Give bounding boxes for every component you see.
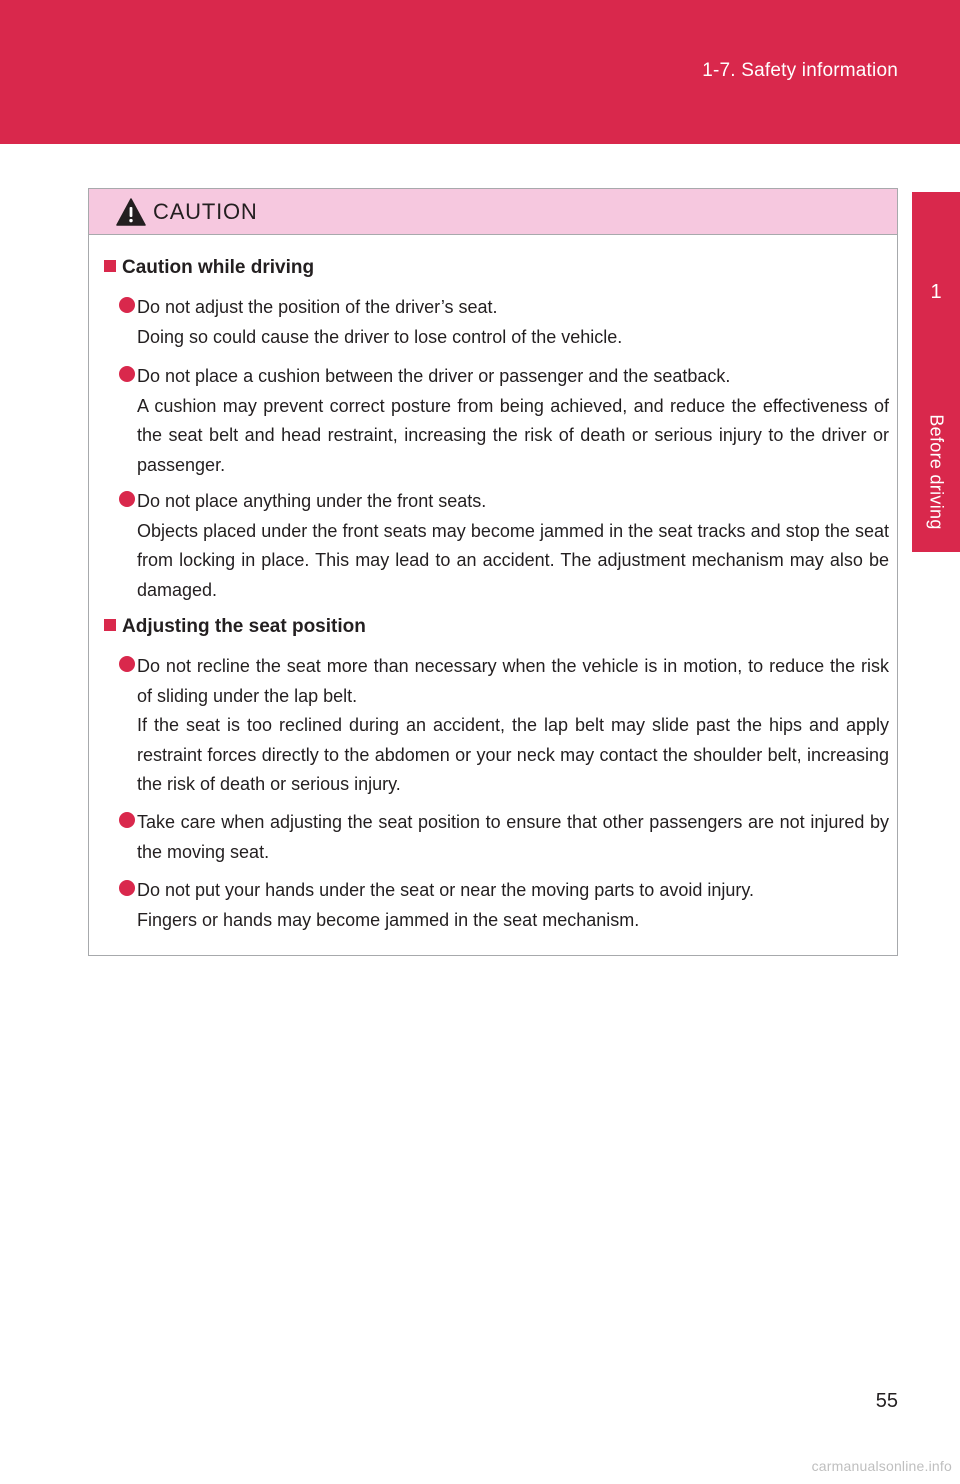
square-bullet-icon	[104, 260, 116, 272]
watermark: carmanualsonline.info	[811, 1458, 952, 1474]
section-heading-text: Caution while driving	[122, 257, 315, 278]
bullet-line: Do not place anything under the front seats.	[137, 491, 487, 511]
section-title: 1-7. Safety information	[702, 60, 898, 81]
bullet-item	[119, 293, 889, 352]
section-heading-text: Adjusting the seat position	[122, 616, 366, 637]
bullet-line: Doing so could cause the driver to lose control of the vehicle.	[137, 326, 623, 347]
bullet-text	[137, 487, 889, 605]
bullet-line: Do not place a cushion between the driver or passenger and the seatback.	[137, 366, 731, 386]
circle-bullet-icon	[119, 366, 135, 382]
bullet-item	[119, 876, 889, 935]
bullet-line: Take care when adjusting the seat position to ensure that other passengers are not injured by the moving seat.	[137, 812, 889, 862]
bullet-text	[137, 808, 889, 867]
bullet-line: Do not put your hands under the seat or near the moving parts to avoid injury.	[137, 880, 755, 900]
circle-bullet-icon	[119, 297, 135, 313]
bullet-line: If the seat is too reclined during an accident, the lap belt may slide past the hips and apply restraint forces directly to the abdomen or your neck may contact the shoulder belt, increasing the risk of death or serious injury.	[137, 715, 889, 794]
section-heading-seat-position	[104, 616, 366, 638]
bullet-item	[119, 808, 889, 867]
page-number: 55	[875, 1390, 898, 1412]
square-bullet-icon	[104, 619, 116, 631]
circle-bullet-icon	[119, 656, 135, 672]
bullet-text	[137, 652, 889, 800]
caution-box	[88, 188, 898, 956]
bullet-item	[119, 362, 889, 480]
bullet-text	[137, 293, 889, 352]
chapter-label: Before driving	[926, 414, 947, 530]
bullet-line: A cushion may prevent correct posture from being achieved, and reduce the effectiveness of the seat belt and head restraint, increasing the risk of death or serious injury to the driver or passenger.	[137, 395, 889, 475]
chapter-number: 1	[930, 280, 942, 303]
caution-header	[89, 189, 897, 235]
bullet-item	[119, 487, 889, 605]
circle-bullet-icon	[119, 812, 135, 828]
circle-bullet-icon	[119, 880, 135, 896]
circle-bullet-icon	[119, 491, 135, 507]
section-heading-driving	[104, 257, 314, 279]
bullet-line: Fingers or hands may become jammed in the seat mechanism.	[137, 909, 640, 930]
bullet-line: Do not recline the seat more than necessary when the vehicle is in motion, to reduce the risk of sliding under the lap belt.	[137, 656, 889, 706]
warning-icon	[116, 198, 146, 226]
chapter-label-tab	[912, 392, 960, 552]
bullet-text	[137, 362, 889, 480]
bullet-text	[137, 876, 889, 935]
chapter-number-tab	[912, 192, 960, 392]
caution-title: CAUTION	[153, 199, 258, 224]
bullet-line: Do not adjust the position of the driver’s seat.	[137, 297, 498, 317]
bullet-item	[119, 652, 889, 800]
bullet-line: Objects placed under the front seats may become jammed in the seat tracks and stop the seat from locking in place. This may lead to an accident. The adjustment mechanism may also be damaged.	[137, 520, 889, 600]
